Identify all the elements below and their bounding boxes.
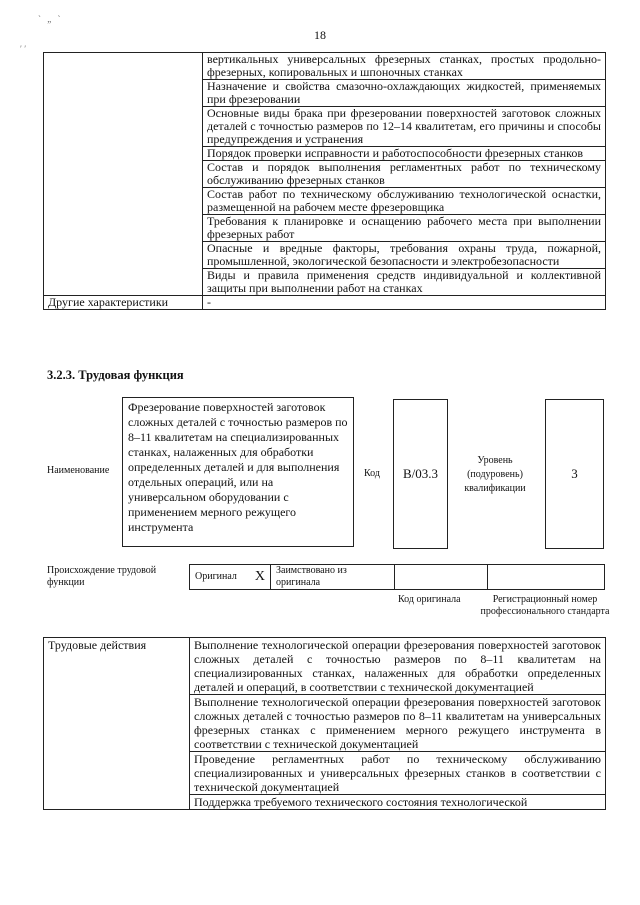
origin-label: Происхождение трудовой функции bbox=[47, 565, 157, 588]
code-label: Код bbox=[364, 468, 380, 479]
reg-number-cell bbox=[488, 565, 605, 590]
labor-actions-label: Трудовые действия bbox=[44, 638, 190, 810]
row-label bbox=[44, 53, 203, 296]
scan-marks-left: ′ ′ bbox=[20, 44, 27, 54]
name-label: Наименование bbox=[47, 465, 110, 476]
table-cell: Требования к планировке и оснащению рабочего места при выполнении фрезерных работ bbox=[203, 215, 606, 242]
level-box: 3 bbox=[545, 399, 604, 549]
table-cell: Назначение и свойства смазочно-охлаждающих жидкостей, применяемых при фрезеровании bbox=[203, 80, 606, 107]
original-mark: X bbox=[254, 569, 265, 584]
code-original-cell bbox=[395, 565, 488, 590]
table-cell: Порядок проверки исправности и работоспособности фрезерных станков bbox=[203, 147, 606, 161]
scan-marks: ` „ ` bbox=[38, 14, 63, 24]
reg-number-label: Регистрационный номер профессионального стандарта bbox=[480, 594, 610, 617]
table-cell: вертикальных универсальных фрезерных станках, простых продольно-фрезерных, копировальных и шпоночных станках bbox=[203, 53, 606, 80]
table-cell: Поддержка требуемого технического состояния технологической bbox=[190, 795, 606, 810]
table-cell: Выполнение технологической операции фрезерования поверхностей заготовок сложных деталей с точностью размеров по 8–11 квалитетам на универсальных фрезерных станках с применением мерного режущего инструмента в соответствии с технической документацией bbox=[190, 695, 606, 752]
original-label: Оригинал bbox=[195, 571, 237, 582]
table-row bbox=[44, 53, 606, 80]
function-name-box: Фрезерование поверхностей заготовок сложных деталей с точностью размеров по 8–11 квалитетам на специализированных станках, налаженных для обработки определенных деталей и для выполнения отдельных операций, или на универсальном оборудовании с применением мерного режущего инструмента bbox=[122, 397, 354, 547]
table-cell: Выполнение технологической операции фрезерования поверхностей заготовок сложных деталей с точностью размеров по 8–11 квалитетам на специализированных станках, налаженных для обработки определенных деталей и операций, в соответствии с технической документацией bbox=[190, 638, 606, 695]
table-row bbox=[190, 565, 605, 590]
other-characteristics-value: - bbox=[203, 296, 606, 310]
table-cell: Виды и правила применения средств индивидуальной и коллективной защиты при выполнении работ на станках bbox=[203, 269, 606, 296]
knowledge-table bbox=[43, 52, 606, 310]
table-cell: Проведение регламентных работ по техническому обслуживанию специализированных и универсальных фрезерных станков в соответствии с технической документацией bbox=[190, 752, 606, 795]
origin-table bbox=[189, 564, 605, 590]
code-original-label: Код оригинала bbox=[398, 594, 461, 605]
level-label: Уровень (подуровень) квалификации bbox=[464, 455, 526, 494]
table-row bbox=[44, 638, 606, 695]
other-characteristics-label: Другие характеристики bbox=[44, 296, 203, 310]
borrowed-cell: Заимствовано из оригинала bbox=[271, 565, 395, 590]
table-cell: Опасные и вредные факторы, требования охраны труда, пожарной, промышленной, экологической безопасности и электробезопасности bbox=[203, 242, 606, 269]
table-cell: Основные виды брака при фрезеровании поверхностей заготовок сложных деталей с точностью размеров по 12–14 квалитетам, его причины и способы предупреждения и устранения bbox=[203, 107, 606, 147]
table-cell: Состав работ по техническому обслуживанию технологической оснастки, размещенной на рабочем месте фрезеровщика bbox=[203, 188, 606, 215]
code-box: В/03.3 bbox=[393, 399, 448, 549]
original-cell bbox=[190, 565, 271, 590]
table-row-other bbox=[44, 296, 606, 310]
page-number: 18 bbox=[314, 28, 326, 42]
section-title: 3.2.3. Трудовая функция bbox=[47, 368, 184, 382]
table-cell: Состав и порядок выполнения регламентных работ по техническому обслуживанию фрезерных станков bbox=[203, 161, 606, 188]
labor-actions-table bbox=[43, 637, 606, 810]
